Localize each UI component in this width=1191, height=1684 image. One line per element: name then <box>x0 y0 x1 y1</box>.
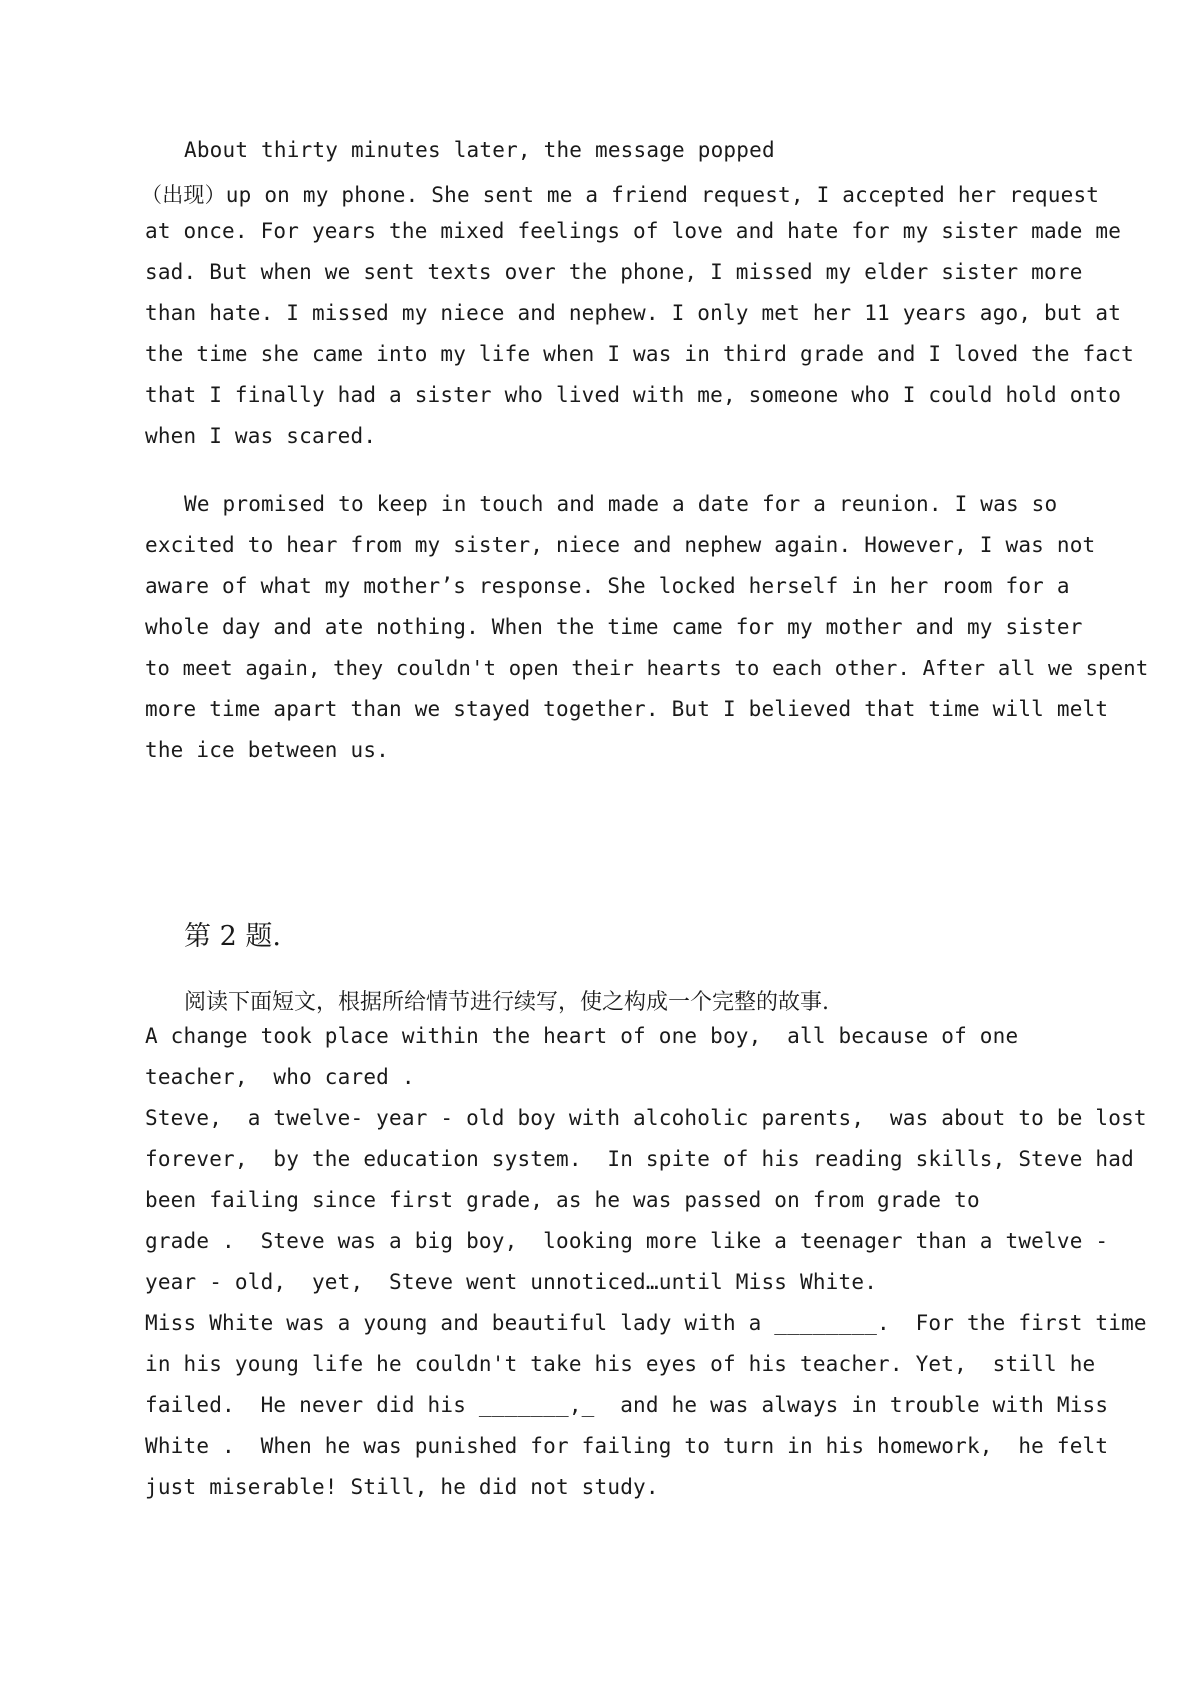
story-line-6: grade . Steve was a big boy, looking more like a teenager than a twelve - <box>145 1229 1109 1253</box>
paragraph-2-line-2: excited to hear from my sister, niece and nephew again. However, I was not <box>145 533 1096 557</box>
story-line-4: forever, by the education system. In spite of his reading skills, Steve had <box>145 1147 1134 1171</box>
paragraph-2-line-4: whole day and ate nothing. When the time came for my mother and my sister <box>145 615 1083 639</box>
story-line-10: failed. He never did his _______,_ and he was always in trouble with Miss <box>145 1393 1109 1417</box>
paragraph-2-line-7: the ice between us. <box>145 738 390 762</box>
paragraph-1-line-8: when I was scared. <box>145 424 377 448</box>
paragraph-2-line-1: We promised to keep in touch and made a date for a reunion. I was so <box>184 492 1058 516</box>
paragraph-2-line-3: aware of what my mother’s response. She locked herself in her room for a <box>145 574 1070 598</box>
paragraph-1-line-6: the time she came into my life when I was in third grade and I loved the fact <box>145 342 1134 366</box>
paragraph-1-line-4: sad. But when we sent texts over the phone, I missed my elder sister more <box>145 260 1083 284</box>
story-line-8: Miss White was a young and beautiful lady with a ________. For the first time <box>145 1311 1147 1335</box>
story-line-9: in his young life he couldn't take his eyes of his teacher. Yet, still he <box>145 1352 1096 1376</box>
story-line-5: been failing since first grade, as he was passed on from grade to <box>145 1188 980 1212</box>
paragraph-1-line-2: （出现）up on my phone. She sent me a friend request, I accepted her request <box>141 183 1100 207</box>
story-line-1: A change took place within the heart of one boy, all because of one <box>145 1024 1019 1048</box>
paragraph-1-line-3: at once. For years the mixed feelings of love and hate for my sister made me <box>145 219 1122 243</box>
story-line-7: year - old, yet, Steve went unnoticed…until Miss White. <box>145 1270 878 1294</box>
story-line-12: just miserable! Still, he did not study. <box>145 1475 659 1499</box>
story-line-11: White . When he was punished for failing to turn in his homework, he felt <box>145 1434 1109 1458</box>
paragraph-1-line-5: than hate. I missed my niece and nephew. I only met her 11 years ago, but at <box>145 301 1122 325</box>
story-line-2: teacher, who cared . <box>145 1065 415 1089</box>
paragraph-2-line-6: more time apart than we stayed together. But I believed that time will melt <box>145 697 1109 721</box>
paragraph-1-line-7: that I finally had a sister who lived with me, someone who I could hold onto <box>145 383 1122 407</box>
paragraph-2-line-5: to meet again, they couldn't open their hearts to each other. After all we spent <box>145 656 1149 680</box>
story-line-3: Steve, a twelve- year - old boy with alcoholic parents, was about to be lost <box>145 1106 1147 1130</box>
question-instruction: 阅读下面短文，根据所给情节进行续写，使之构成一个完整的故事. <box>184 990 829 1015</box>
question-heading: 第 2 题. <box>184 921 281 952</box>
paragraph-1-line-1: About thirty minutes later, the message popped <box>184 138 775 162</box>
